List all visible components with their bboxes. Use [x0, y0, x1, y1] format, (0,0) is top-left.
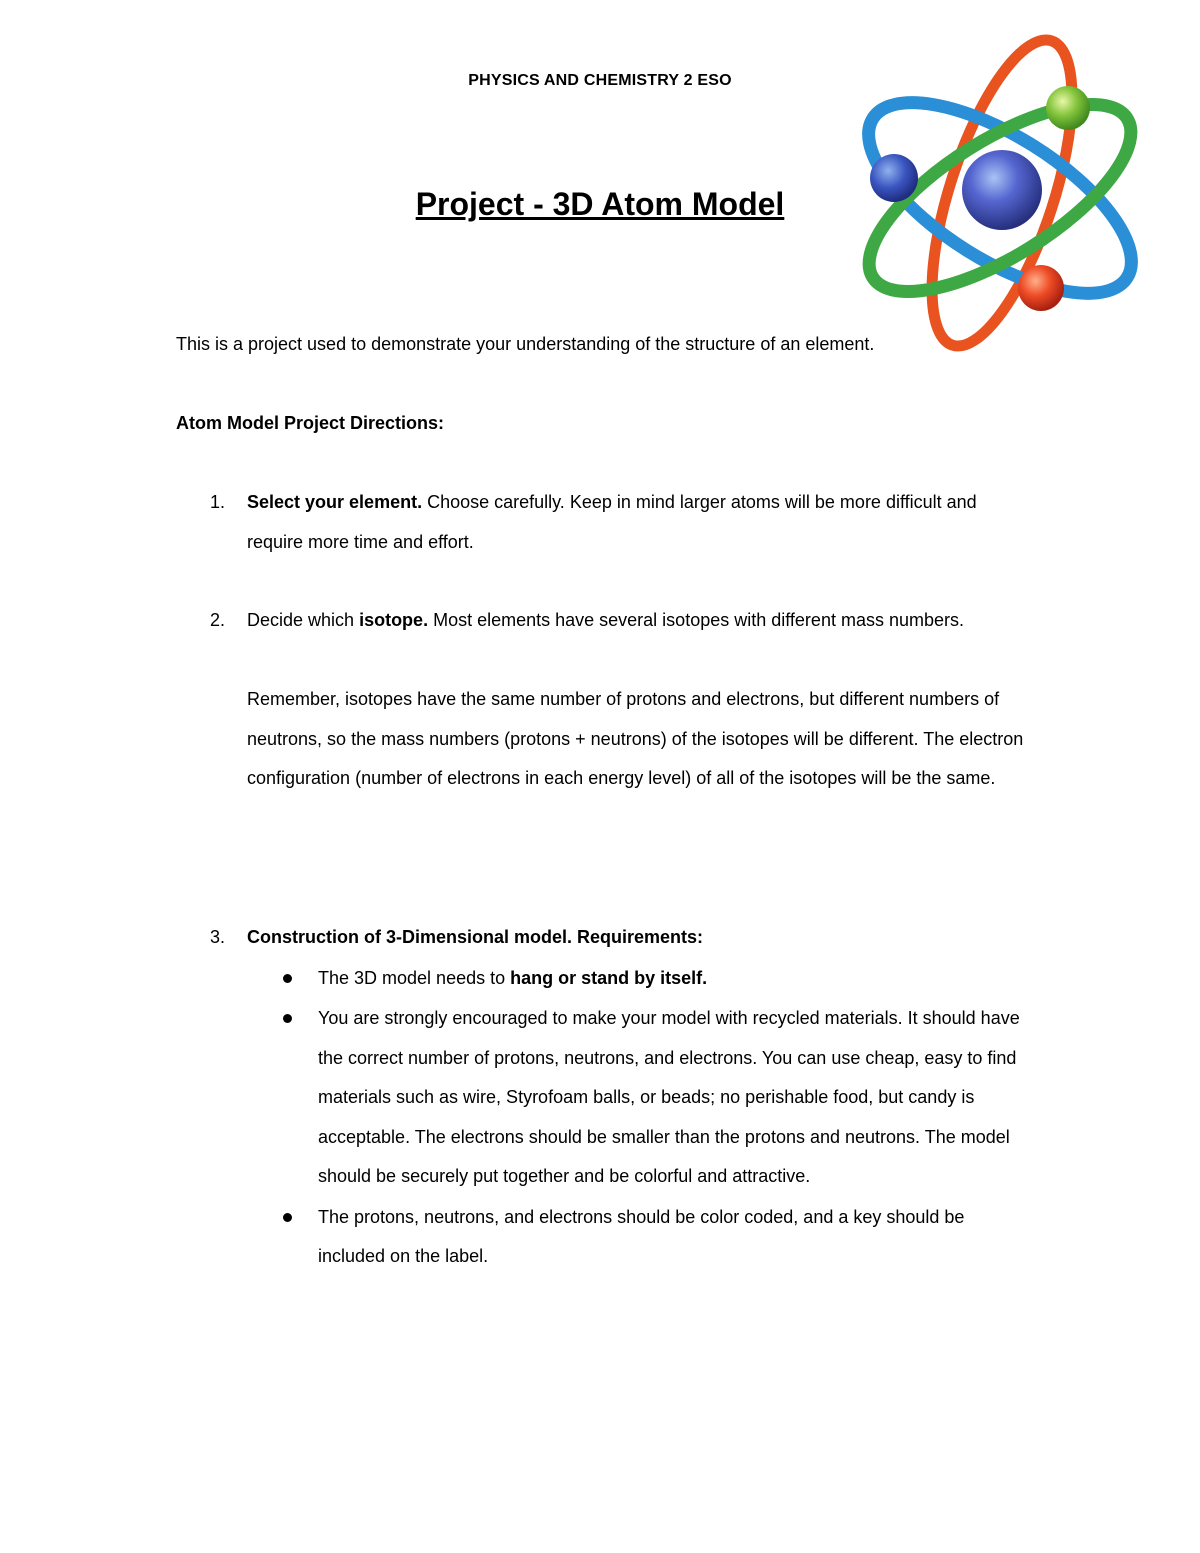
isotope-note: Remember, isotopes have the same number of protons and electrons, but different numbers of neutrons, so the mass numbers (protons + neutrons) of the isotopes will be different. The electron configuration (number of electrons in each energy level) of all of the isotopes will be the same. — [247, 689, 1024, 788]
directions-heading: Atom Model Project Directions: — [176, 413, 445, 433]
page-title: Project - 3D Atom Model — [415, 186, 785, 222]
bullet-icon — [283, 1014, 292, 1023]
intro-text: This is a project used to demonstrate your understanding of the structure of an element. — [176, 334, 875, 354]
step-3 — [176, 918, 1036, 1277]
list-item — [176, 959, 1036, 999]
step-2 — [176, 601, 1036, 799]
step-number: 3. — [210, 927, 226, 947]
requirements-list — [176, 959, 1036, 1277]
list-item — [176, 1198, 1036, 1277]
step-1-text: Choose carefully. Keep in mind larger atoms will be more difficult and require more time and effort. — [247, 492, 977, 552]
bullet-3-text: The protons, neutrons, and electrons should be color coded, and a key should be included on the label. — [318, 1206, 965, 1266]
atom-icon — [852, 28, 1148, 354]
step-2-pre: Decide which — [247, 610, 360, 630]
step-2-text: Most elements have several isotopes with different mass numbers. — [428, 610, 964, 630]
bullet-icon — [283, 1213, 292, 1222]
bullet-1-pre: The 3D model needs to — [318, 967, 511, 988]
step-2-bold: isotope. — [359, 610, 429, 630]
list-item — [176, 999, 1036, 1197]
step-1 — [176, 483, 1036, 562]
step-3-bold: Construction of 3-Dimensional model. Requirements: — [247, 927, 704, 947]
course-header: PHYSICS AND CHEMISTRY 2 ESO — [468, 72, 732, 89]
step-number: 1. — [210, 492, 226, 512]
bullet-2-text: You are strongly encouraged to make your model with recycled materials. It should have the correct number of protons, neutrons, and electrons. You can use cheap, easy to find materials such as wire, Styrofoam balls, or beads; no perishable food, but candy is acceptable. The electrons should be smaller than the protons and neutrons. The model should be securely put together and be colorful and attractive. — [318, 1008, 1020, 1186]
step-1-bold: Select your element. — [247, 492, 423, 512]
bullet-1-bold: hang or stand by itself. — [510, 967, 708, 988]
step-number: 2. — [210, 610, 226, 630]
